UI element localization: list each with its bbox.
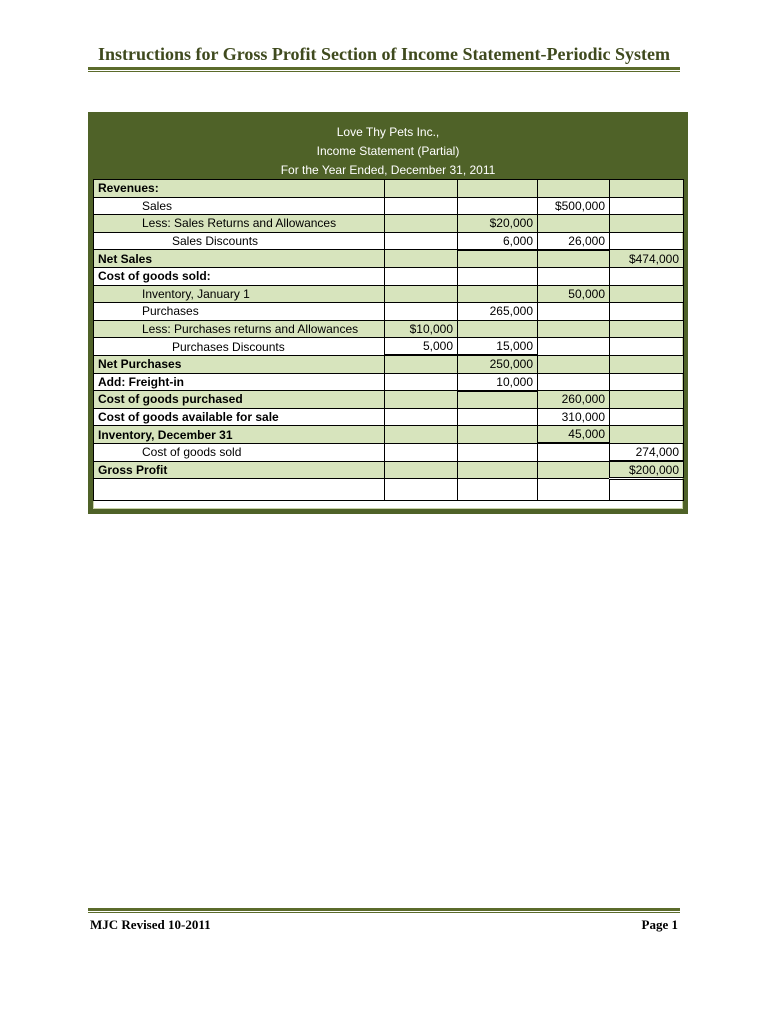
cell	[538, 443, 610, 461]
header-rule-thin	[88, 71, 680, 72]
cell	[610, 479, 684, 501]
header-rule	[88, 67, 680, 70]
row-label: Less: Purchases returns and Allowances	[94, 320, 385, 338]
cell	[610, 180, 684, 198]
table-row	[94, 285, 684, 303]
cell: 10,000	[458, 373, 538, 391]
cell	[538, 479, 610, 501]
cell: 310,000	[538, 408, 610, 426]
cell: 250,000	[458, 355, 538, 373]
row-label: Sales	[94, 197, 385, 215]
row-label: Net Purchases	[94, 355, 385, 373]
cell	[458, 443, 538, 461]
cell	[458, 391, 538, 409]
cell	[610, 355, 684, 373]
table-row	[94, 408, 684, 426]
cell	[385, 180, 458, 198]
table-row	[94, 250, 684, 268]
cell: 5,000	[385, 338, 458, 356]
cell	[610, 267, 684, 285]
cell	[458, 461, 538, 479]
cell: $474,000	[610, 250, 684, 268]
row-label: Less: Sales Returns and Allowances	[94, 215, 385, 233]
row-label: Cost of goods sold:	[94, 267, 385, 285]
row-label: Inventory, January 1	[94, 285, 385, 303]
cell	[610, 215, 684, 233]
cell	[458, 197, 538, 215]
table-row	[94, 479, 684, 501]
table-row	[94, 232, 684, 250]
footer-rule-thin	[88, 912, 680, 913]
cell	[458, 426, 538, 444]
row-label: Purchases Discounts	[94, 338, 385, 356]
row-label: Inventory, December 31	[94, 426, 385, 444]
cell	[538, 461, 610, 479]
cell	[610, 338, 684, 356]
cell: 6,000	[458, 232, 538, 250]
cell	[385, 197, 458, 215]
cell	[458, 285, 538, 303]
cell	[385, 443, 458, 461]
table-row	[94, 180, 684, 198]
row-label: Cost of goods purchased	[94, 391, 385, 409]
cell	[458, 479, 538, 501]
cell	[538, 250, 610, 268]
cell	[610, 320, 684, 338]
cell	[385, 232, 458, 250]
cell	[538, 267, 610, 285]
cell: 260,000	[538, 391, 610, 409]
statement-name: Income Statement (Partial)	[316, 144, 460, 158]
cell	[458, 267, 538, 285]
cell	[458, 180, 538, 198]
table-row	[94, 391, 684, 409]
cell	[538, 303, 610, 321]
cell	[610, 232, 684, 250]
row-label: Sales Discounts	[94, 232, 385, 250]
cell	[538, 338, 610, 356]
row-label: Cost of goods available for sale	[94, 408, 385, 426]
row-label: Cost of goods sold	[94, 443, 385, 461]
cell	[538, 373, 610, 391]
cell: $500,000	[538, 197, 610, 215]
cell	[538, 215, 610, 233]
table-row	[94, 461, 684, 479]
statement-header	[93, 116, 683, 179]
footer-rule	[88, 908, 680, 911]
cell	[458, 408, 538, 426]
cell	[385, 215, 458, 233]
income-statement-table	[93, 179, 684, 501]
cell	[385, 285, 458, 303]
cell: 274,000	[610, 443, 684, 461]
statement-period: For the Year Ended, December 31, 2011	[280, 163, 496, 177]
page-number: Page 1	[641, 917, 678, 932]
row-label	[94, 479, 385, 501]
row-label: Net Sales	[94, 250, 385, 268]
table-row	[94, 267, 684, 285]
cell: 45,000	[538, 426, 610, 444]
cell	[610, 373, 684, 391]
row-label: Gross Profit	[94, 461, 385, 479]
row-label: Add: Freight-in	[94, 373, 385, 391]
cell	[385, 303, 458, 321]
cell	[458, 250, 538, 268]
company-name: Love Thy Pets Inc.,	[336, 125, 440, 139]
cell	[385, 267, 458, 285]
cell: $10,000	[385, 320, 458, 338]
cell	[385, 408, 458, 426]
cell	[538, 355, 610, 373]
cell: 15,000	[458, 338, 538, 356]
cell: 26,000	[538, 232, 610, 250]
cell	[385, 373, 458, 391]
cell	[385, 355, 458, 373]
cell: 50,000	[538, 285, 610, 303]
table-row	[94, 355, 684, 373]
table-row	[94, 426, 684, 444]
cell: $200,000	[610, 461, 684, 479]
table-row	[94, 303, 684, 321]
cell	[385, 461, 458, 479]
table-row	[94, 338, 684, 356]
table-row	[94, 320, 684, 338]
cell	[385, 479, 458, 501]
table-row	[94, 443, 684, 461]
cell: $20,000	[458, 215, 538, 233]
table-row	[94, 215, 684, 233]
row-label: Revenues:	[94, 180, 385, 198]
cell	[385, 426, 458, 444]
footer-revision: MJC Revised 10-2011	[90, 917, 211, 932]
table-row	[94, 373, 684, 391]
cell	[385, 391, 458, 409]
table-row	[94, 197, 684, 215]
cell	[538, 320, 610, 338]
cell	[610, 303, 684, 321]
cell	[610, 391, 684, 409]
row-label: Purchases	[94, 303, 385, 321]
cell	[610, 426, 684, 444]
cell	[385, 250, 458, 268]
cell	[610, 408, 684, 426]
cell: 265,000	[458, 303, 538, 321]
cell	[458, 320, 538, 338]
cell	[610, 197, 684, 215]
document-title: Instructions for Gross Profit Section of Income Statement-Periodic System	[98, 44, 670, 64]
cell	[610, 285, 684, 303]
cell	[538, 180, 610, 198]
